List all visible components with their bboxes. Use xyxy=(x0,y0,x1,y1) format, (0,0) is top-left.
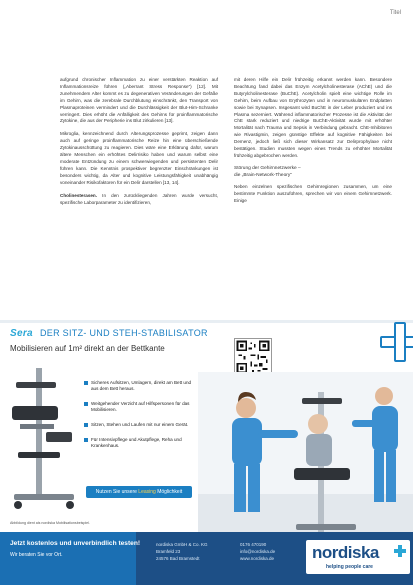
logo-tagline: helping people care xyxy=(326,564,373,570)
nordiska-logo[interactable]: nordiska helping people care xyxy=(306,540,410,574)
feature-item: Sitzen, Stehen und Laufen mit nur einem Gerät. xyxy=(84,422,194,428)
subheading-line-2: die „Brain-Network-Theory“ xyxy=(234,172,292,178)
square-bullet-icon xyxy=(84,402,88,406)
paragraph-text: In den zurückliegenden Jahren wurde versucht, spezifische Laborparameter zu identifizieren, xyxy=(60,192,218,205)
feature-item: Für Intensivpflege und Akutpflege, Reha und Krankenhaus. xyxy=(84,437,194,449)
feature-item: Weitgehender Verzicht auf Hilfspersonen für das Mobilisieren. xyxy=(84,401,194,413)
subheading-line-1: Störung der Gehirnnetzwerke – xyxy=(234,165,301,171)
ad-headline: Jetzt kostenlos und unverbindlich testen! xyxy=(10,540,141,547)
care-scene-illustration xyxy=(198,372,413,540)
qr-code-icon[interactable] xyxy=(234,338,272,376)
product-line: DER SITZ- UND STEH-STABILISATOR xyxy=(39,328,208,338)
cta-highlight: Leasing xyxy=(138,489,156,495)
article-column-right xyxy=(234,77,392,210)
section-label: Titel xyxy=(389,10,401,16)
phone-number[interactable]: 0176 470190 xyxy=(240,542,267,547)
feature-item: Sicheres Aufsitzen, Umlagern, direkt am Bett und aus dem Bett heraus. xyxy=(84,380,194,392)
advertisement[interactable] xyxy=(0,320,413,585)
subheading xyxy=(234,166,392,180)
ad-subline: Wir beraten Sie vor Ort. xyxy=(10,552,63,558)
ad-brand-line xyxy=(10,328,208,339)
paragraph: aufgrund chronischer Inflammation zu einer verstärkten Reaktion auf Inflammationsreize führen („Aberrant Stress Response“) [12]. Mit zunehmendem Alter kommt es zu degenerativen Veränderungen der Gefäße im Gehirn, was die zerebrale Durchblutung einschränkt, den Transport von Plasmaproteinen vermindert und die Durchlässigkeit der Blut-Hirn-Schranke verringert. Dies erhöht die Anfälligkeit des Gehirns für proinflammatorische Zytokine, die aus der Peripherie ins Blut zirkulieren [13]. xyxy=(60,77,218,124)
square-bullet-icon xyxy=(84,423,88,427)
medical-cross-icon xyxy=(380,322,413,362)
email-link[interactable]: info@nordiska.de xyxy=(240,549,276,554)
paragraph: Neben einzelnen spezifischen Gehirnregionen zusammen, um eine bestimmte Funktion auszuführen, sprechen wir von einem Gehirnnetzwerk. Einige xyxy=(234,183,392,203)
paragraph: mit deren Hilfe ein Delir frühzeitig erkannt werden kann. Besondere Beachtung fand dabei das Enzym Acetylcholinesterase (AChE) und die Butyrylcholinesterase (BuChE). Acetylcholin spielt eine wichtige Rolle im Gehirn, beim Aufbau von Erythrozyten und in neuromuskulären Endplatten sowie bei Synapsen. Insgesamt wird BuChE in der Leber produziert und ins Plasma sezerniert. Während inflammatorischer Prozesse ist die Aktivität der ChE stark reduziert und niedrige BuChE-Aktivität wurde mit erhöhter Mortalität nach Trauma und Sepsis in Verbindung gebracht. ChE-Inhibitoren wie Rivastigmin, zeigen günstige Effekte auf kognitive Fähigkeiten bei Demenz, jedoch ließ sich dieser Wirkansatz zur Delirprophylaxe nicht bestätigen. Studien mussten wegen eines Trends zu erhöhter Mortalität frühzeitig abgebrochen werden. xyxy=(234,77,392,158)
stabilizer-device-illustration xyxy=(6,362,84,512)
square-bullet-icon xyxy=(84,381,88,385)
feature-list xyxy=(84,380,194,458)
brand-name: Sera xyxy=(10,328,33,339)
paragraph-lead: Cholinesterasen. xyxy=(60,192,98,198)
fineprint: Abbildung dient als nordiska Mobilisationsbeispiel. xyxy=(10,521,90,525)
paragraph xyxy=(60,193,218,207)
article-column-left xyxy=(60,77,218,212)
plus-icon xyxy=(394,545,406,557)
square-bullet-icon xyxy=(84,438,88,442)
leasing-cta-button[interactable]: Nutzen Sie unsere Leasing Möglichkeit xyxy=(86,486,192,498)
company-contact[interactable] xyxy=(240,541,275,562)
company-address: nordiska GmbH & Co. KG Bramfeld 23 24576 Bad Bramstedt xyxy=(156,542,208,561)
ad-bottom-headline-area xyxy=(0,532,141,585)
website-link[interactable]: www.nordiska.de xyxy=(240,556,275,561)
ad-divider xyxy=(0,320,413,323)
paragraph: Mikroglia, kennzeichnend durch Alterungsprozesse geprimt, zeigen dann auch auf geringe proinflammatorische Reize hin eine überschießende Zytokinausschüttung zu reagieren. Dies wäre eine Erklärung dafür, warum ältere Menschen ein erhöhtes Delirrisiko haben und warum selbst eine moderate Entzündung zu einem schwerwiegenden und persistenten Delir führen kann. Die Kenntnis prospektiver begrenzter Einschränkungen ist besonders wichtig, da Alter und kognitive Leistungsfähigkeit unabhängig voneinander Risikofaktoren für ein Delir darstellen [13, 14]. xyxy=(60,131,218,185)
ad-tagline: Mobilisieren auf 1m² direkt an der Bettkante xyxy=(10,344,165,353)
ad-bottom-bar xyxy=(0,532,413,585)
